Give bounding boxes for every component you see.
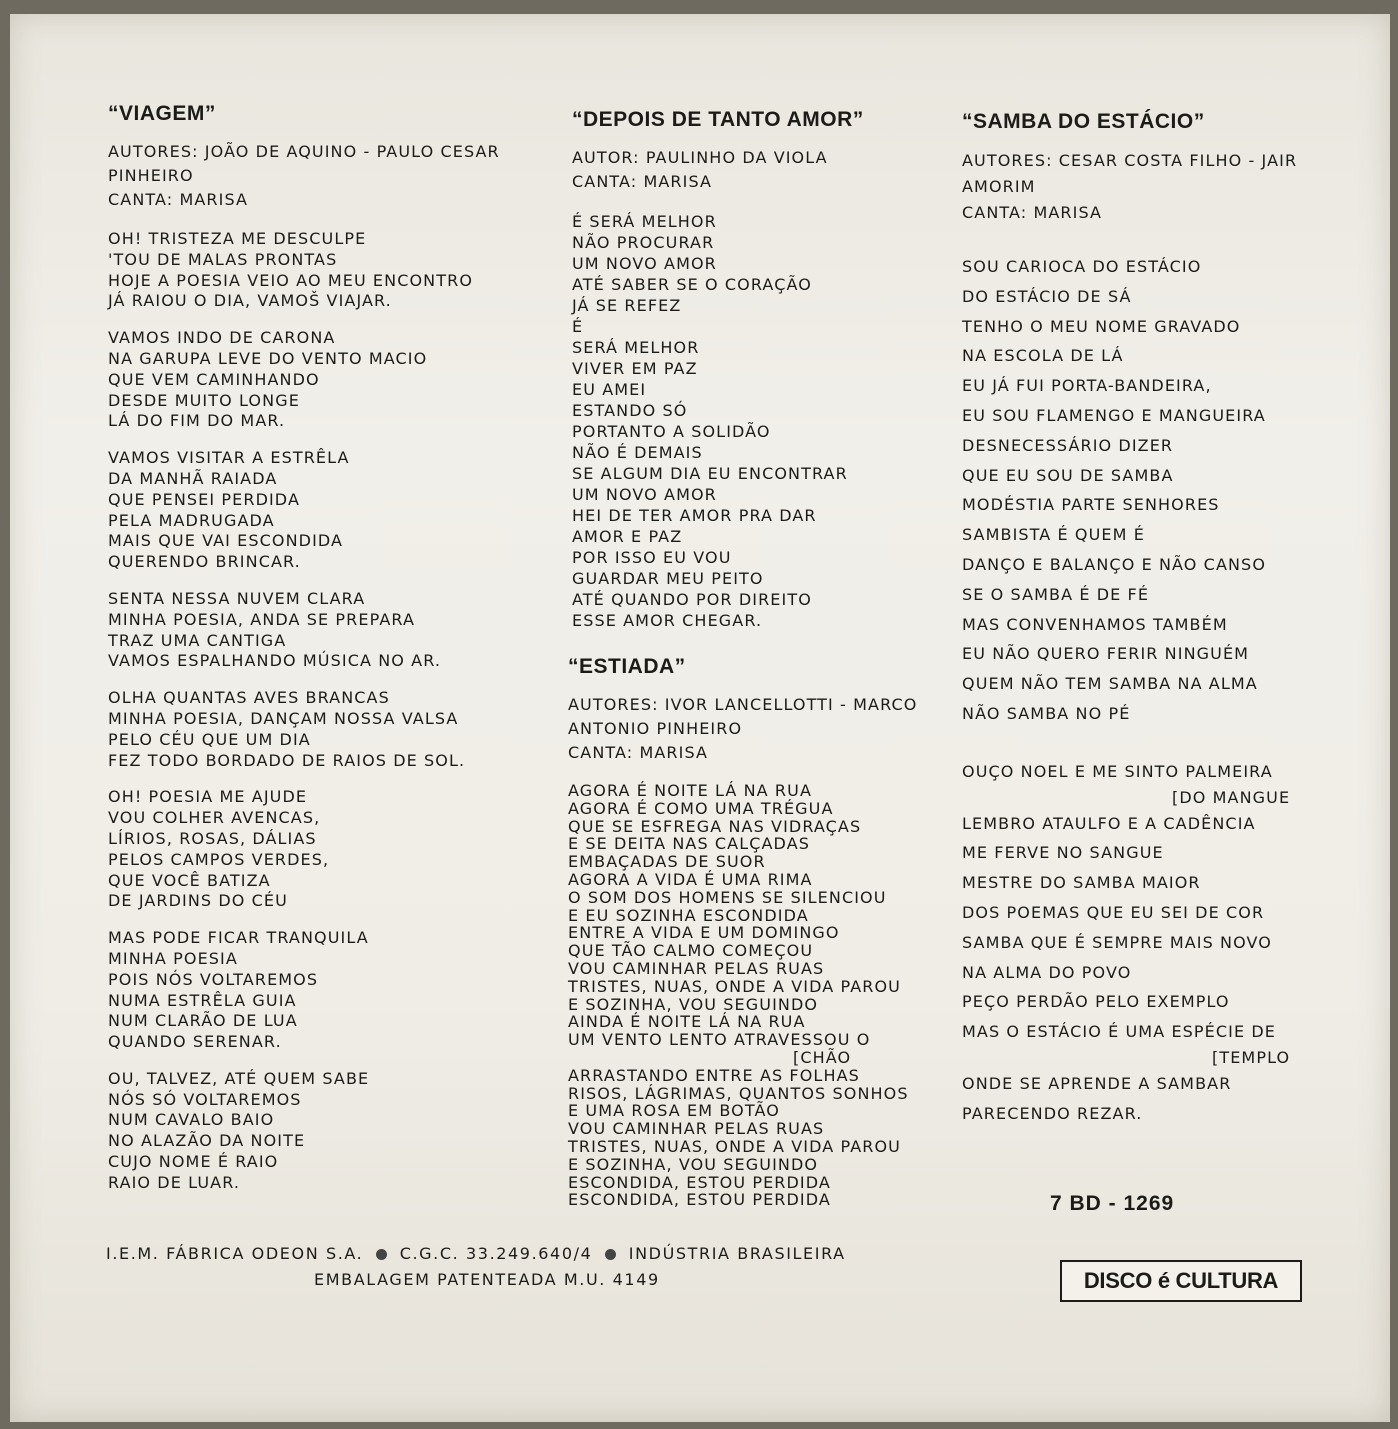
lyric-line: NA ESCOLA DE LÁ xyxy=(962,346,1124,366)
lyric-line: QUE EU SOU DE SAMBA xyxy=(962,465,1174,485)
lyric-line: ATÉ QUANDO POR DIREITO xyxy=(572,590,812,609)
stanza xyxy=(108,328,500,432)
lyric-line: UM NOVO AMOR xyxy=(572,254,717,273)
stanza xyxy=(108,688,500,771)
lyric-line: PEÇO PERDÃO PELO EXEMPLO xyxy=(962,992,1230,1012)
lyric-line: É xyxy=(572,317,584,336)
song-viagem xyxy=(108,102,500,1210)
lyric-line: OUÇO NOEL E ME SINTO PALMEIRA xyxy=(962,761,1273,781)
credit-line: CANTA: MARISA xyxy=(572,172,713,191)
lyric-line: NUMA ESTRÊLA GUIA xyxy=(108,990,297,1010)
lyric-line: AGORA É NOITE LÁ NA RUA xyxy=(568,781,812,800)
lyric-line: MODÉSTIA PARTE SENHORES xyxy=(962,495,1220,515)
lyric-line: OLHA QUANTAS AVES BRANCAS xyxy=(108,688,390,708)
lyric-line: POR ISSO EU VOU xyxy=(572,548,732,567)
lyric-line: QUE VOCÊ BATIZA xyxy=(108,870,271,890)
song-title: “VIAGEM” xyxy=(108,102,216,125)
credit-line: AUTOR: PAULINHO DA VIOLA xyxy=(572,148,828,167)
lyric-line: UM NOVO AMOR xyxy=(572,485,717,504)
lyric-line: ESCONDIDA, ESTOU PERDIDA xyxy=(568,1190,831,1210)
credit-line: AMORIM xyxy=(962,177,1036,196)
lyric-line: SOU CARIOCA DO ESTÁCIO xyxy=(962,257,1202,276)
lyric-line: GUARDAR MEU PEITO xyxy=(572,569,764,588)
lyric-line: SE ALGUM DIA EU ENCONTRAR xyxy=(572,464,848,483)
manufacturer-line xyxy=(106,1244,846,1263)
lyric-line: MESTRE DO SAMBA MAIOR xyxy=(962,873,1201,893)
lyric-line: UM VENTO LENTO ATRAVESSOU O xyxy=(568,1030,871,1050)
manufacturer-name: I.E.M. FÁBRICA ODEON S.A. xyxy=(106,1244,364,1263)
credit-line: CANTA: MARISA xyxy=(962,203,1103,222)
lyric-line-continuation: [DO MANGUE xyxy=(1172,787,1291,807)
lyric-line: RAIO DE LUAR. xyxy=(108,1172,241,1192)
bullet-icon xyxy=(605,1249,616,1260)
lyric-line: E SE DEITA NAS CALÇADAS xyxy=(568,834,811,854)
credit-line: CANTA: MARISA xyxy=(568,743,709,762)
lyric-line: DA MANHÃ RAIADA xyxy=(108,468,278,488)
lyric-line: SAMBISTA É QUEM É xyxy=(962,525,1145,545)
patent-line: EMBALAGEM PATENTEADA M.U. 4149 xyxy=(314,1270,660,1289)
lyric-line: MINHA POESIA, ANDA SE PREPARA xyxy=(108,609,415,629)
lyric-line: ENTRE A VIDA E UM DOMINGO xyxy=(568,923,840,943)
stanza xyxy=(108,928,500,1053)
credit-line: PINHEIRO xyxy=(108,166,194,185)
lyric-line: AGORA É COMO UMA TRÉGUA xyxy=(568,798,834,818)
lyric-line: PELOS CAMPOS VERDES, xyxy=(108,849,330,869)
lyric-line-continuation: [TEMPLO xyxy=(1212,1047,1291,1067)
lyric-line: TRISTES, NUAS, ONDE A VIDA PAROU xyxy=(568,976,901,996)
lyric-line: PORTANTO A SOLIDÃO xyxy=(572,422,771,441)
lyric-line: DESNECESSÁRIO DIZER xyxy=(962,435,1174,455)
lyric-line: NO ALAZÃO DA NOITE xyxy=(108,1131,306,1151)
lyric-line: QUERENDO BRINCAR. xyxy=(108,552,301,572)
song-title: “DEPOIS DE TANTO AMOR” xyxy=(572,108,864,131)
lyric-line: ME FERVE NO SANGUE xyxy=(962,843,1164,863)
credit-line: AUTORES: IVOR LANCELLOTTI - MARCO xyxy=(568,695,918,714)
lyric-line: ESTANDO SÓ xyxy=(572,401,688,420)
lyric-line: 'TOU DE MALAS PRONTAS xyxy=(108,249,338,269)
lyric-line: DESDE MUITO LONGE xyxy=(108,390,300,410)
lyric-line: JÁ SE REFEZ xyxy=(572,296,682,315)
song-credits xyxy=(962,148,1297,226)
lyric-line: NUM CLARÃO DE LUA xyxy=(108,1011,298,1031)
stanza xyxy=(572,211,864,631)
lyric-line: QUE SE ESFREGA NAS VIDRAÇAS xyxy=(568,816,862,836)
lyric-line: QUE VEM CAMINHANDO xyxy=(108,369,320,389)
lyric-line: DOS POEMAS QUE EU SEI DE COR xyxy=(962,902,1265,922)
lyric-line: CUJO NOME É RAIO xyxy=(108,1152,279,1172)
lyric-line: POIS NÓS VOLTAREMOS xyxy=(108,969,319,989)
lyric-line: VAMOS ESPALHANDO MÚSICA NO AR. xyxy=(108,651,442,671)
lyric-line: ATÉ SABER SE O CORAÇÃO xyxy=(572,275,812,294)
credit-line: ANTONIO PINHEIRO xyxy=(568,719,743,738)
lyric-line: MINHA POESIA, DANÇAM NOSSA VALSA xyxy=(108,708,459,728)
lyric-line: NÓS SÓ VOLTAREMOS xyxy=(108,1089,302,1109)
lyric-line: EU SOU FLAMENGO E MANGUEIRA xyxy=(962,405,1266,425)
catalog-number: 7 BD - 1269 xyxy=(1050,1192,1175,1215)
stanza xyxy=(108,229,500,312)
lyric-line: MAS O ESTÁCIO É UMA ESPÉCIE DE xyxy=(962,1022,1276,1042)
lyric-line: PELO CÉU QUE UM DIA xyxy=(108,729,311,749)
stanza xyxy=(108,1069,500,1194)
stanza xyxy=(108,787,500,912)
lyric-line: HOJE A POESIA VEIO AO MEU ENCONTRO xyxy=(108,270,474,290)
lyric-line: SAMBA QUE É SEMPRE MAIS NOVO xyxy=(962,932,1272,952)
tax-id: C.G.C. 33.249.640/4 xyxy=(399,1244,593,1263)
lyric-line: EU JÁ FUI PORTA-BANDEIRA, xyxy=(962,376,1212,396)
lyric-line: EU NÃO QUERO FERIR NINGUÉM xyxy=(962,644,1250,664)
song-title: “ESTIADA” xyxy=(568,655,686,678)
lyric-line-continuation: [CHÃO xyxy=(793,1047,852,1067)
origin-text: INDÚSTRIA BRASILEIRA xyxy=(628,1244,846,1263)
lyric-line: AGORA A VIDA É UMA RIMA xyxy=(568,869,813,889)
lyric-line: MAS PODE FICAR TRANQUILA xyxy=(108,928,369,948)
stanza xyxy=(108,589,500,672)
song-credits xyxy=(568,693,917,765)
lyric-line: MINHA POESIA xyxy=(108,948,238,968)
lyric-line: VOU CAMINHAR PELAS RUAS xyxy=(568,958,825,978)
lyric-line: PELA MADRUGADA xyxy=(108,510,275,530)
lyric-line: E EU SOZINHA ESCONDIDA xyxy=(568,905,809,925)
lyric-line: VAMOS VISITAR A ESTRÊLA xyxy=(108,448,350,468)
lyric-line: ESSE AMOR CHEGAR. xyxy=(572,611,763,630)
logo-text: DISCO é CULTURA xyxy=(1083,1268,1279,1293)
lyric-line: E UMA ROSA EM BOTÃO xyxy=(568,1101,780,1121)
lyric-line: VOU COLHER AVENCAS, xyxy=(108,808,321,828)
lyric-line: AMOR E PAZ xyxy=(572,527,683,546)
lyric-line: DE JARDINS DO CÉU xyxy=(108,891,288,911)
lyric-line: OU, TALVEZ, ATÉ QUEM SABE xyxy=(108,1068,370,1088)
lyric-line: QUE TÃO CALMO COMEÇOU xyxy=(568,941,814,961)
song-title: “SAMBA DO ESTÁCIO” xyxy=(962,110,1205,133)
lyric-line: AINDA É NOITE LÁ NA RUA xyxy=(568,1012,806,1032)
lyric-line: SENTA NESSA NUVEM CLARA xyxy=(108,588,366,608)
lyric-line: ONDE SE APRENDE A SAMBAR xyxy=(962,1073,1232,1093)
lyric-line: ARRASTANDO ENTRE AS FOLHAS xyxy=(568,1065,860,1085)
lyric-line: E SOZINHA, VOU SEGUINDO xyxy=(568,1154,819,1174)
lyric-line: NÃO É DEMAIS xyxy=(572,443,703,462)
lyric-line: O SOM DOS HOMENS SE SILENCIOU xyxy=(568,887,887,907)
song-credits xyxy=(572,146,864,194)
lyric-line: LEMBRO ATAULFO E A CADÊNCIA xyxy=(962,813,1256,833)
lyric-line: SERÁ MELHOR xyxy=(572,338,700,357)
song-credits xyxy=(108,140,500,212)
bullet-icon xyxy=(376,1249,387,1260)
lyric-line: PARECENDO REZAR. xyxy=(962,1103,1143,1123)
lyric-line: SE O SAMBA É DE FÉ xyxy=(962,584,1150,604)
lyric-line: JÁ RAIOU O DIA, VAMOŠ VIAJAR. xyxy=(108,291,392,311)
stanza xyxy=(962,252,1297,729)
lyric-line: OH! POESIA ME AJUDE xyxy=(108,787,308,807)
lyric-line: EMBAÇADAS DE SUOR xyxy=(568,852,766,872)
lyric-line: DO ESTÁCIO DE SÁ xyxy=(962,286,1132,306)
lyric-line: QUEM NÃO TEM SAMBA NA ALMA xyxy=(962,674,1258,694)
disco-e-cultura-logo xyxy=(1060,1260,1302,1302)
lyric-line: QUANDO SERENAR. xyxy=(108,1032,282,1052)
song-samba-do-estacio xyxy=(962,110,1297,1145)
lyric-line: EU AMEI xyxy=(572,380,647,399)
lyric-line: NUM CAVALO BAIO xyxy=(108,1110,275,1130)
lyric-line: HEI DE TER AMOR PRA DAR xyxy=(572,506,817,525)
lyric-line: MAS CONVENHAMOS TAMBÉM xyxy=(962,614,1228,634)
lyric-line: ESCONDIDA, ESTOU PERDIDA xyxy=(568,1172,831,1192)
lyric-line: DANÇO E BALANÇO E NÃO CANSO xyxy=(962,554,1267,574)
lyric-line: TRISTES, NUAS, ONDE A VIDA PAROU xyxy=(568,1136,901,1156)
lyric-line: VAMOS INDO DE CARONA xyxy=(108,328,336,348)
lyric-line: NA GARUPA LEVE DO VENTO MACIO xyxy=(108,348,428,368)
lyric-line: OH! TRISTEZA ME DESCULPE xyxy=(108,229,367,248)
lyric-line: NÃO SAMBA NO PÉ xyxy=(962,703,1131,723)
song-depois-de-tanto-amor xyxy=(572,108,864,647)
lyric-line: FEZ TODO BORDADO DE RAIOS DE SOL. xyxy=(108,750,466,770)
credit-line: AUTORES: CESAR COSTA FILHO - JAIR xyxy=(962,151,1298,170)
song-estiada xyxy=(568,655,917,1225)
lyric-line: NA ALMA DO POVO xyxy=(962,962,1132,982)
credit-line: CANTA: MARISA xyxy=(108,190,249,209)
credit-line: AUTORES: JOÃO DE AQUINO - PAULO CESAR xyxy=(108,142,500,161)
lyric-line: VOU CAMINHAR PELAS RUAS xyxy=(568,1119,825,1139)
lyric-line: LÁ DO FIM DO MAR. xyxy=(108,411,286,431)
lyric-line: MAIS QUE VAI ESCONDIDA xyxy=(108,531,344,551)
stanza xyxy=(568,782,917,1209)
lyric-line: É SERÁ MELHOR xyxy=(572,212,717,231)
lyric-line: LÍRIOS, ROSAS, DÁLIAS xyxy=(108,828,317,848)
lyric-line: NÃO PROCURAR xyxy=(572,233,715,252)
lyric-line: TENHO O MEU NOME GRAVADO xyxy=(962,316,1241,336)
stanza xyxy=(962,757,1297,1129)
stanza xyxy=(108,448,500,573)
lyric-line: RISOS, LÁGRIMAS, QUANTOS SONHOS xyxy=(568,1083,909,1103)
lyric-line: VIVER EM PAZ xyxy=(572,359,698,378)
lyric-line: E SOZINHA, VOU SEGUINDO xyxy=(568,994,819,1014)
lyric-line: QUE PENSEI PERDIDA xyxy=(108,489,300,509)
lyric-line: TRAZ UMA CANTIGA xyxy=(108,630,287,650)
